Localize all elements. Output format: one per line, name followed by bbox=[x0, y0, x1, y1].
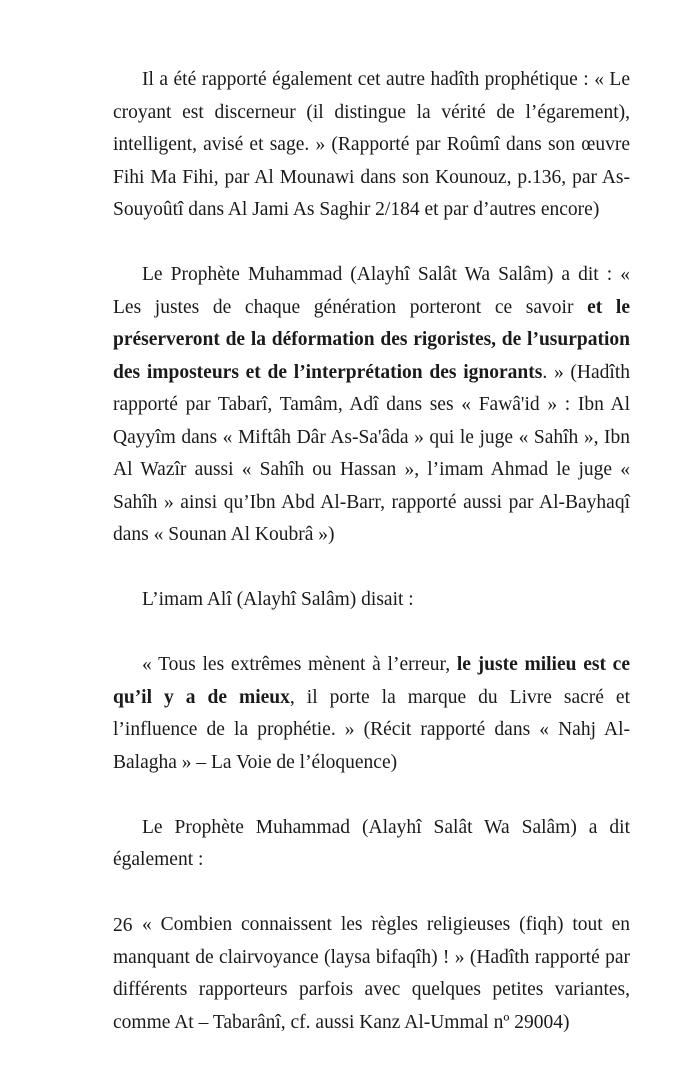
paragraph-text: « Tous les extrêmes mènent à l’erreur, bbox=[142, 654, 457, 675]
paragraph-hadith-justes bbox=[113, 259, 630, 552]
page-body bbox=[113, 64, 630, 1072]
paragraph-text: Il a été rapporté également cet autre hadîth prophétique : « Le croyant est discerneur (il distingue la vérité de l’égarement), intelligent, avisé et sage. » (Rapporté par Roûmî dans son œuvre Fihi Ma Fihi, par Al Mounawi dans son Kounouz, p.136, par As-Souyoûtî dans Al Jami As Saghir 2/184 et par d’autres encore) bbox=[113, 69, 630, 220]
paragraph-text: Le Prophète Muhammad (Alayhî Salât Wa Salâm) a dit : « Les justes de chaque génération porteront ce savoir bbox=[113, 264, 630, 318]
paragraph-hadith-fiqh bbox=[113, 909, 630, 1039]
paragraph-text: L’imam Alî (Alayhî Salâm) disait : bbox=[142, 589, 414, 610]
paragraph-text: Le Prophète Muhammad (Alayhî Salât Wa Salâm) a dit également : bbox=[113, 816, 630, 870]
paragraph-bold-text: et le préserveront de la déformation des rigoristes, de l’usurpation des imposteurs et de l’interprétation des ignorants bbox=[113, 296, 630, 383]
paragraph-text: , il porte la marque du Livre sacré et l’influence de la prophétie. » (Récit rapporté dans « Nahj Al-Balagha » – La Voie de l’éloquence) bbox=[113, 686, 631, 773]
paragraph-prophete-intro bbox=[113, 812, 630, 877]
paragraph-text: « Combien connaissent les règles religieuses (fiqh) tout en manquant de clairvoyance (laysa bifaqîh) ! » (Hadîth rapporté par différents rapporteurs parfois avec quelques petites variantes, comme At – Tabarânî, cf. aussi Kanz Al-Ummal nº 29004) bbox=[113, 914, 630, 1033]
paragraph-imam-ali-intro bbox=[113, 584, 630, 617]
page-number: 26 bbox=[113, 915, 133, 936]
paragraph-hadith-croyant bbox=[113, 64, 630, 227]
paragraph-bold-text: le juste milieu est ce qu’il y a de mieux bbox=[113, 654, 630, 708]
paragraph-text: . » (Hadîth rapporté par Tabarî, Tamâm, Adî dans ses « Fawâ'id » : Ibn Al Qayyîm dans « Miftâh Dâr As-Sa'âda » qui le juge « Sahîh », Ibn Al Wazîr aussi « Sahîh ou Hassan », l’imam Ahmad le juge « Sahîh » ainsi qu’Ibn Abd Al-Barr, rapporté aussi par Al-Bayhaqî dans « Sounan Al Koubrâ ») bbox=[113, 361, 630, 545]
paragraph-juste-milieu bbox=[113, 649, 630, 779]
